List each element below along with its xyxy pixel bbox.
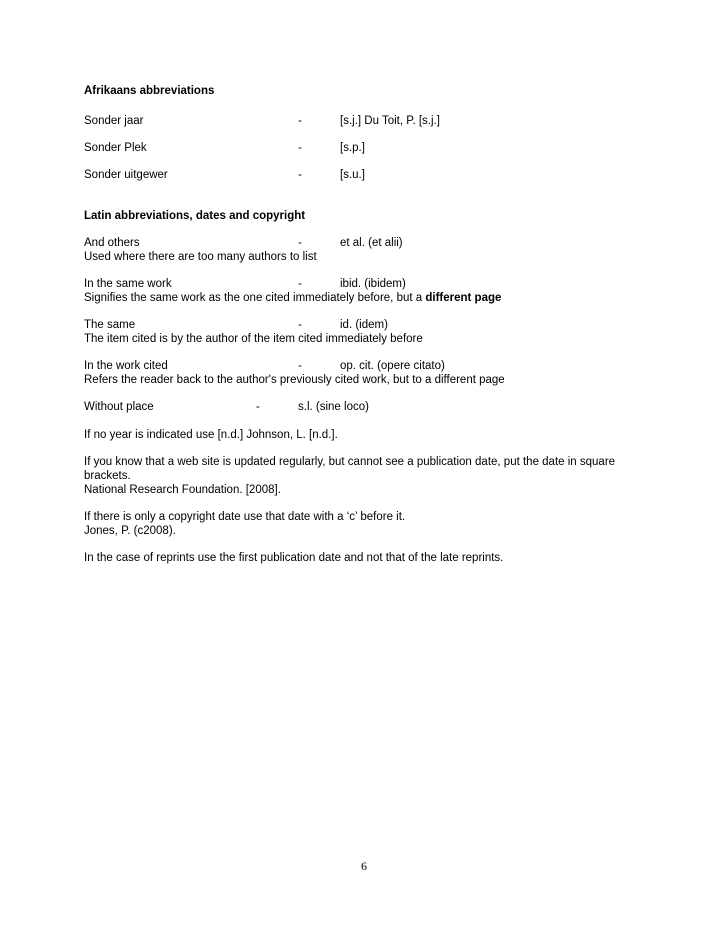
afrikaans-row [0,141,728,155]
term: Sonder Plek [84,142,147,154]
page-number: 6 [361,859,367,873]
abbreviation: [s.p.] [340,142,365,154]
afrikaans-row [0,114,728,128]
reprints-paragraph: In the case of reprints use the first publication date and not that of the late reprints. [84,552,504,564]
term: And others [84,237,140,249]
latin-row [0,318,728,332]
latin-note: Refers the reader back to the author's previously cited work, but to a different page [84,374,505,386]
abbreviation: s.l. (sine loco) [298,401,369,413]
copyright-paragraph: If there is only a copyright date use that date with a ‘c’ before it. [84,511,406,523]
term: Sonder jaar [84,115,144,127]
latin-row [0,277,728,291]
term: In the same work [84,278,172,290]
note-text: Signifies the same work as the one cited immediately before, but a [84,292,426,304]
abbreviation: [s.u.] [340,169,365,181]
term: Without place [84,401,154,413]
abbreviation: ibid. (ibidem) [340,278,406,290]
term: In the work cited [84,360,168,372]
afrikaans-heading: Afrikaans abbreviations [84,85,215,97]
abbreviation: op. cit. (opere citato) [340,360,445,372]
no-year-paragraph: If no year is indicated use [n.d.] Johnson, L. [n.d.]. [84,429,338,441]
dash: - [256,401,260,413]
website-example: National Research Foundation. [2008]. [84,484,281,496]
dash: - [298,237,302,249]
copyright-example: Jones, P. (c2008). [84,525,176,537]
abbreviation: [s.j.] Du Toit, P. [s.j.] [340,115,440,127]
website-paragraph-line2: brackets. [84,470,131,482]
abbreviation: id. (idem) [340,319,388,331]
latin-note [84,291,501,305]
website-paragraph-line1: If you know that a web site is updated regularly, but cannot see a publication date, put the date in square [84,456,616,468]
latin-row [0,359,728,373]
latin-heading: Latin abbreviations, dates and copyright [84,210,306,222]
dash: - [298,278,302,290]
dash: - [298,360,302,372]
dash: - [298,142,302,154]
latin-row [0,236,728,250]
latin-note: The item cited is by the author of the item cited immediately before [84,333,423,345]
latin-row [0,400,728,414]
abbreviation: et al. (et alii) [340,237,403,249]
dash: - [298,319,302,331]
term: The same [84,319,136,331]
afrikaans-row [0,168,728,182]
dash: - [298,115,302,127]
dash: - [298,169,302,181]
note-emphasis: different page [425,292,502,304]
latin-note: Used where there are too many authors to list [84,251,317,263]
term: Sonder uitgewer [84,169,168,181]
